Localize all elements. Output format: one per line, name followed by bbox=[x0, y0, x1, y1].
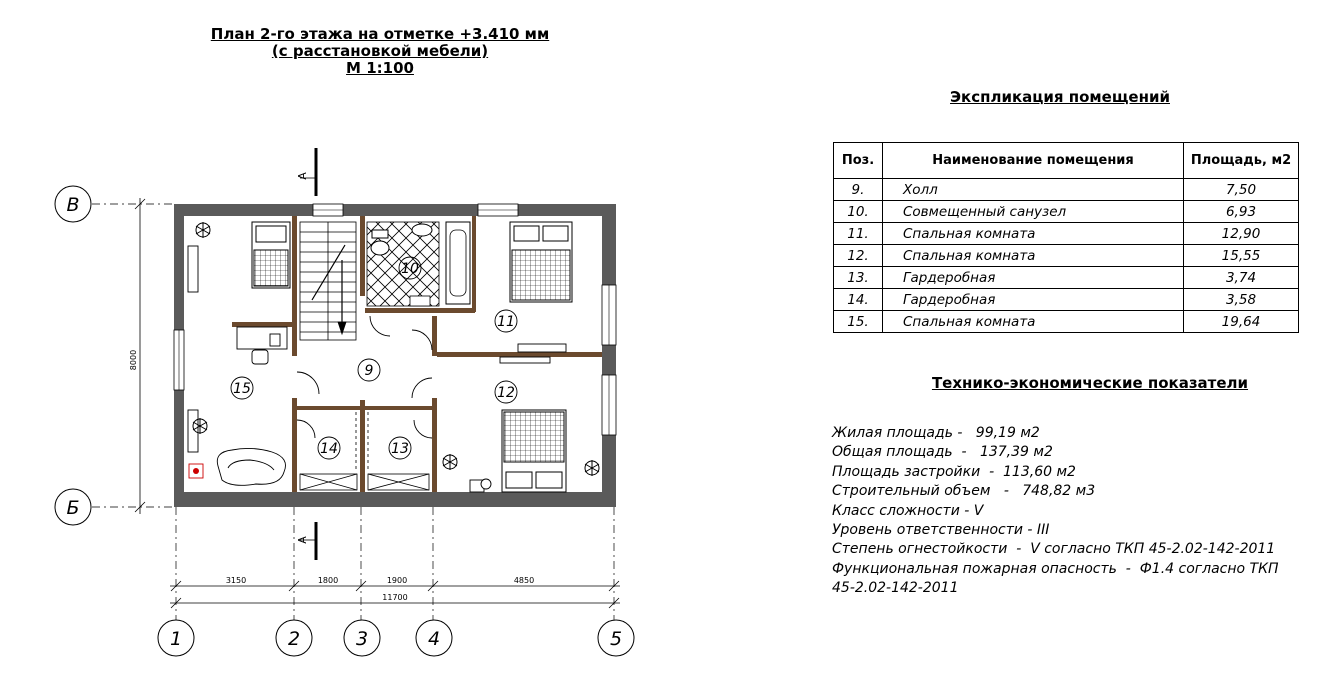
axis-bubble-4 bbox=[416, 620, 452, 656]
tep-line: Общая площадь - 137,39 м2 bbox=[832, 444, 1053, 461]
dim-height: 8000 bbox=[129, 349, 138, 371]
room-label: 11 bbox=[497, 314, 515, 330]
tep-list bbox=[832, 424, 1322, 599]
svg-text:4: 4 bbox=[427, 628, 441, 650]
cell-area: 15,55 bbox=[1184, 245, 1299, 267]
tep-line: Функциональная пожарная опасность - Ф1.4 согласно ТКП bbox=[832, 560, 1279, 577]
table-row bbox=[834, 201, 1299, 223]
cell-name: Холл bbox=[883, 179, 1184, 201]
section-mark-bottom bbox=[296, 522, 316, 560]
svg-text:В: В bbox=[66, 194, 80, 216]
tep-line: Жилая площадь - 99,19 м2 bbox=[832, 425, 1040, 441]
cell-pos: 13. bbox=[834, 267, 883, 289]
title-line-2: (с расстановкой мебели) bbox=[271, 42, 489, 60]
axis-bubble-1 bbox=[158, 620, 194, 656]
axis-bubble-3 bbox=[344, 620, 380, 656]
cell-name: Гардеробная bbox=[883, 267, 1184, 289]
svg-text:2: 2 bbox=[287, 628, 301, 650]
axis-bubble-v bbox=[55, 186, 91, 222]
table-row bbox=[834, 223, 1299, 245]
svg-text:А: А bbox=[296, 172, 309, 180]
cell-area: 6,93 bbox=[1184, 201, 1299, 223]
tep-line: Площадь застройки - 113,60 м2 bbox=[832, 463, 1076, 480]
cell-name: Спальная комната bbox=[883, 245, 1184, 267]
dim-1900: 1900 bbox=[386, 576, 408, 585]
axis-bubble-b bbox=[55, 489, 91, 525]
cell-pos: 15. bbox=[834, 311, 883, 333]
room-label: 13 bbox=[391, 441, 409, 457]
section-mark-top bbox=[296, 148, 316, 196]
title-line-1: План 2-го этажа на отметке +3.410 мм bbox=[210, 25, 550, 43]
tep-title: Технико-экономические показатели bbox=[931, 374, 1249, 392]
cell-pos: 11. bbox=[834, 223, 883, 245]
cell-area: 7,50 bbox=[1184, 179, 1299, 201]
tep-line: Уровень ответственности - III bbox=[832, 522, 1050, 539]
svg-text:А: А bbox=[296, 536, 309, 544]
header-area: Площадь, м2 bbox=[1184, 143, 1299, 179]
header-pos: Поз. bbox=[834, 143, 883, 179]
explication-title: Экспликация помещений bbox=[950, 88, 1170, 106]
axis-bubble-5 bbox=[598, 620, 634, 656]
table-row bbox=[834, 267, 1299, 289]
cell-pos: 9. bbox=[834, 179, 883, 201]
vertical-dimension bbox=[129, 198, 145, 514]
svg-text:5: 5 bbox=[609, 628, 623, 650]
cell-name: Спальная комната bbox=[883, 223, 1184, 245]
explication-table bbox=[833, 142, 1299, 333]
tep-line: 45-2.02-142-2011 bbox=[832, 580, 959, 597]
svg-text:3: 3 bbox=[355, 628, 369, 650]
cell-pos: 12. bbox=[834, 245, 883, 267]
room-label: 14 bbox=[320, 441, 338, 457]
tep-line: Класс сложности - V bbox=[832, 502, 984, 519]
dim-4850: 4850 bbox=[513, 576, 535, 585]
tep-line: Строительный объем - 748,82 м3 bbox=[832, 483, 1096, 500]
cell-pos: 10. bbox=[834, 201, 883, 223]
bed-room-15 bbox=[252, 222, 290, 288]
table-row bbox=[834, 179, 1299, 201]
table-row bbox=[834, 289, 1299, 311]
table-row bbox=[834, 311, 1299, 333]
horizontal-dimensions bbox=[170, 576, 620, 608]
room-label: 9 bbox=[364, 363, 374, 379]
title-line-3: М 1:100 bbox=[346, 59, 414, 77]
table-row bbox=[834, 245, 1299, 267]
tep-line: Степень огнестойкости - V согласно ТКП 45-2.02-142-2011 bbox=[832, 541, 1276, 558]
room-label: 10 bbox=[401, 261, 419, 277]
cell-area: 3,58 bbox=[1184, 289, 1299, 311]
svg-text:1: 1 bbox=[169, 628, 183, 650]
bed-room-11 bbox=[510, 222, 572, 302]
cell-area: 12,90 bbox=[1184, 223, 1299, 245]
explication-header-row bbox=[834, 143, 1299, 179]
dim-total: 11700 bbox=[382, 593, 408, 602]
cell-area: 3,74 bbox=[1184, 267, 1299, 289]
cell-pos: 14. bbox=[834, 289, 883, 311]
room-label: 12 bbox=[497, 385, 515, 401]
cell-name: Гардеробная bbox=[883, 289, 1184, 311]
dim-3150: 3150 bbox=[225, 576, 247, 585]
bed-room-12 bbox=[502, 410, 566, 492]
cell-area: 19,64 bbox=[1184, 311, 1299, 333]
header-name: Наименование помещения bbox=[883, 143, 1184, 179]
dim-1800: 1800 bbox=[317, 576, 339, 585]
axis-bubble-2 bbox=[276, 620, 312, 656]
svg-text:Б: Б bbox=[66, 497, 80, 519]
cell-name: Спальная комната bbox=[883, 311, 1184, 333]
cell-name: Совмещенный санузел bbox=[883, 201, 1184, 223]
room-label: 15 bbox=[233, 381, 251, 397]
